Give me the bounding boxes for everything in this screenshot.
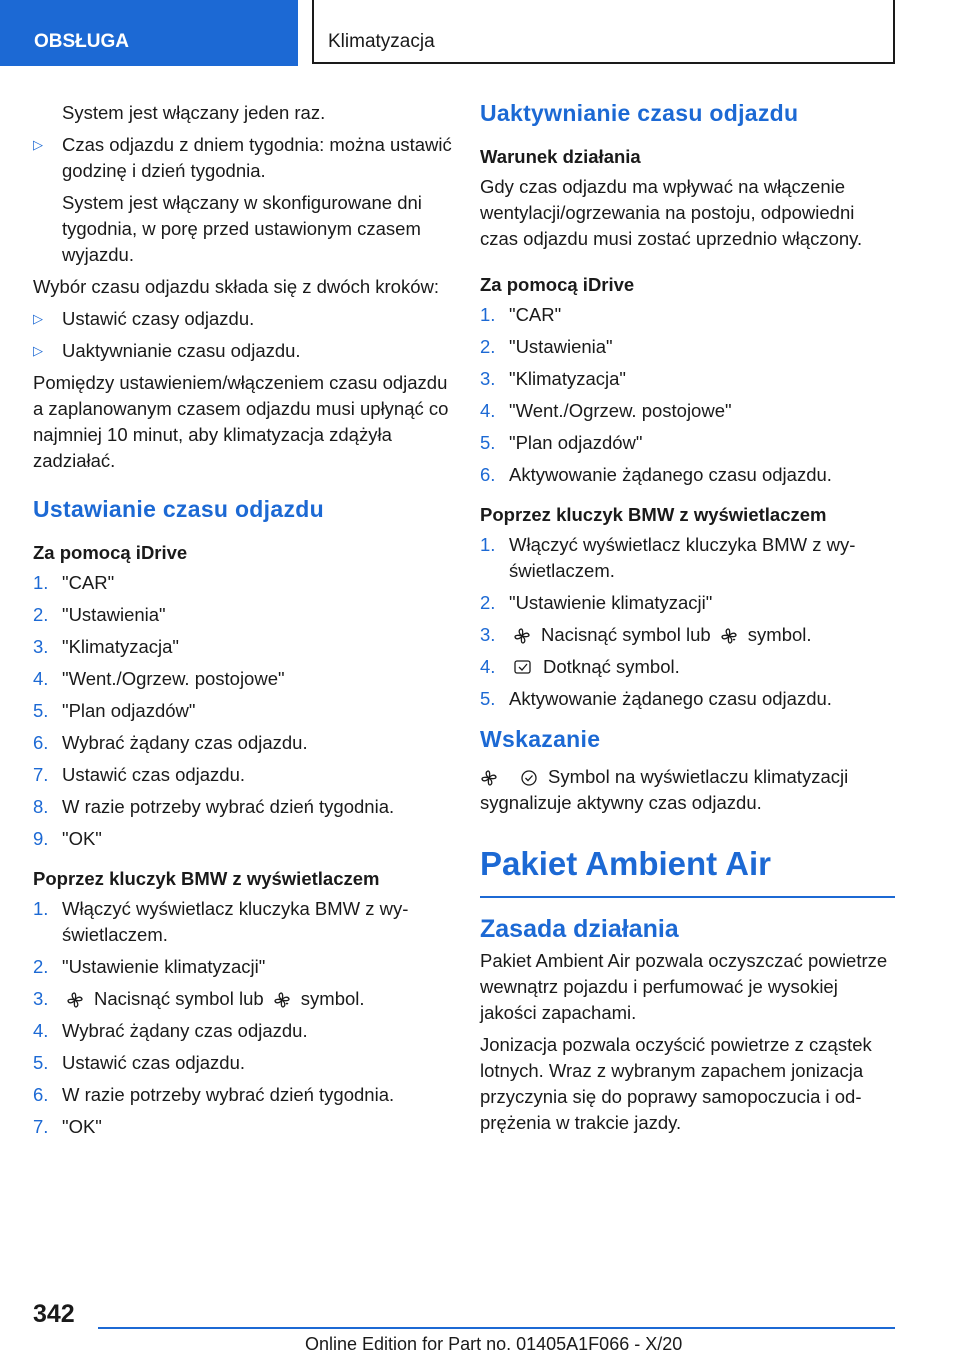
idrive-steps-list bbox=[480, 302, 895, 488]
step-text: "CAR" bbox=[509, 304, 562, 325]
paragraph: Jonizacja pozwala oczyścić powietrze z cząstek lotnych. Wraz z wybranym zapachem jonizacja przyczynia się do poprawy samopoczucia i odprężenia w trakcie jazdy. bbox=[480, 1034, 872, 1133]
step-text: Aktywowanie żądanego czasu odjazdu. bbox=[509, 688, 832, 709]
step-text: Nacisnąć symbol lub bbox=[94, 988, 264, 1009]
list-item bbox=[480, 366, 895, 392]
heating-fan-icon bbox=[273, 991, 291, 1009]
step-text: "Went./Ogrzew. postojowe" bbox=[509, 400, 732, 421]
step-text: "Klimatyzacja" bbox=[509, 368, 626, 389]
step-number: 4. bbox=[480, 400, 496, 421]
list-item bbox=[480, 462, 895, 488]
step-text: W razie potrzeby wybrać dzień tygodnia. bbox=[62, 796, 395, 817]
step-text: "Went./Ogrzew. postojowe" bbox=[62, 668, 285, 689]
section-heading: Zasada działania bbox=[480, 915, 679, 943]
list-item bbox=[33, 954, 453, 980]
list-item bbox=[33, 666, 453, 692]
idrive-steps-list bbox=[33, 570, 453, 852]
step-text: W razie potrzeby wybrać dzień tygodnia. bbox=[62, 1084, 395, 1105]
step-text: Ustawić czas odjazdu. bbox=[62, 1052, 246, 1073]
step-text: Włączyć wyświetlacz kluczyka BMW z wyświetlaczem. bbox=[509, 534, 856, 581]
chapter-heading: Pakiet Ambient Air bbox=[480, 842, 895, 898]
list-item bbox=[480, 686, 895, 712]
right-column bbox=[480, 100, 895, 1142]
sub-heading: Za pomocą iDrive bbox=[480, 274, 635, 295]
key-steps-list bbox=[33, 896, 453, 1140]
paragraph: Wybór czasu odjazdu składa się z dwóch kroków: bbox=[33, 276, 439, 297]
step-number: 2. bbox=[33, 956, 49, 977]
step-text: "OK" bbox=[62, 828, 102, 849]
list-item bbox=[33, 698, 453, 724]
section-tab: OBSŁUGA bbox=[0, 0, 298, 66]
bullet-text: Ustawić czasy odjazdu. bbox=[62, 308, 255, 329]
fan-icon bbox=[66, 991, 84, 1009]
triangle-bullet-icon: ▷ bbox=[33, 137, 43, 152]
sub-heading: Poprzez kluczyk BMW z wyświetlaczem bbox=[480, 504, 827, 525]
list-item bbox=[33, 986, 453, 1012]
list-item bbox=[33, 1114, 453, 1140]
step-text: Ustawić czas odjazdu. bbox=[62, 764, 246, 785]
triangle-bullet-icon: ▷ bbox=[33, 343, 43, 358]
fan-icon bbox=[480, 769, 498, 787]
footer-edition: Online Edition for Part no. 01405A1F066 - X/20 bbox=[305, 1334, 683, 1354]
step-number: 2. bbox=[33, 604, 49, 625]
step-number: 4. bbox=[33, 668, 49, 689]
step-number: 9. bbox=[33, 828, 49, 849]
list-item bbox=[33, 570, 453, 596]
paragraph: Pomiędzy ustawieniem/włączeniem czasu odjazdu a zaplanowanym czasem odjazdu musi upłynąć co najmniej 10 minut, aby klimatyzacja zdążyła zadziałać. bbox=[33, 372, 449, 471]
list-item bbox=[480, 334, 895, 360]
step-text: Aktywowanie żądanego czasu odjazdu. bbox=[509, 464, 832, 485]
section-heading: Ustawianie czasu odjazdu bbox=[33, 496, 324, 522]
list-item bbox=[33, 1082, 453, 1108]
step-text: "Plan odjazdów" bbox=[509, 432, 643, 453]
step-number: 6. bbox=[480, 464, 496, 485]
paragraph: Gdy czas odjazdu ma wpływać na włączenie wentylacji/ogrzewania na postoju, odpowiedni czas odjazdu musi zostać uprzednio włączony. bbox=[480, 176, 863, 249]
page-number: 342 bbox=[33, 1300, 75, 1328]
step-text: "Ustawienia" bbox=[62, 604, 166, 625]
step-number: 5. bbox=[480, 688, 496, 709]
bullet-item bbox=[33, 132, 453, 184]
list-item bbox=[33, 896, 453, 948]
list-item bbox=[480, 302, 895, 328]
list-item bbox=[480, 622, 895, 648]
list-item bbox=[480, 532, 895, 584]
step-number: 7. bbox=[33, 1116, 49, 1137]
sub-heading: Warunek działania bbox=[480, 146, 641, 167]
step-text: symbol. bbox=[747, 624, 812, 645]
list-item bbox=[33, 634, 453, 660]
step-number: 4. bbox=[33, 1020, 49, 1041]
chapter-title: Klimatyzacja bbox=[312, 0, 895, 64]
list-item bbox=[480, 590, 895, 616]
bullet-item bbox=[33, 338, 453, 364]
step-number: 4. bbox=[480, 656, 496, 677]
step-number: 2. bbox=[480, 592, 496, 613]
list-item bbox=[480, 430, 895, 456]
step-number: 7. bbox=[33, 764, 49, 785]
step-number: 2. bbox=[480, 336, 496, 357]
step-text: Wybrać żądany czas odjazdu. bbox=[62, 732, 308, 753]
touch-checkbox-icon bbox=[513, 659, 533, 677]
step-text: Włączyć wyświetlacz kluczyka BMW z wyświetlaczem. bbox=[62, 898, 409, 945]
heating-fan-icon bbox=[720, 627, 738, 645]
step-text: "Ustawienie klimatyzacji" bbox=[62, 956, 266, 977]
step-number: 3. bbox=[33, 636, 49, 657]
hint-text: Symbol na wyświetlaczu klimatyzacji sygnalizuje aktywny czas odjazdu. bbox=[480, 766, 849, 813]
hint-paragraph bbox=[480, 764, 895, 816]
paragraph: System jest włączany w skonfigurowane dni tygodnia, w porę przed ustawionym czasem wyjazdu. bbox=[62, 192, 422, 265]
step-text: Wybrać żądany czas odjazdu. bbox=[62, 1020, 308, 1041]
page-header bbox=[0, 0, 960, 66]
paragraph: Pakiet Ambient Air pozwala oczyszczać powietrze wewnątrz pojazdu i perfumować je wysokiej jakości zapachami. bbox=[480, 950, 888, 1023]
bullet-text: Uaktywnianie czasu odjazdu. bbox=[62, 340, 301, 361]
list-item bbox=[33, 762, 453, 788]
step-text: "Plan odjazdów" bbox=[62, 700, 196, 721]
list-item bbox=[33, 826, 453, 852]
check-circle-icon bbox=[520, 769, 538, 787]
step-text: "Klimatyzacja" bbox=[62, 636, 179, 657]
footer-divider bbox=[98, 1327, 895, 1329]
triangle-bullet-icon: ▷ bbox=[33, 311, 43, 326]
step-number: 6. bbox=[33, 1084, 49, 1105]
bullet-text: Czas odjazdu z dniem tygodnia: można ustawić godzinę i dzień tygodnia. bbox=[62, 134, 452, 181]
list-item bbox=[33, 1050, 453, 1076]
step-number: 1. bbox=[33, 572, 49, 593]
list-item bbox=[33, 794, 453, 820]
step-number: 3. bbox=[480, 368, 496, 389]
step-number: 1. bbox=[480, 304, 496, 325]
key-steps-list bbox=[480, 532, 895, 712]
step-number: 3. bbox=[33, 988, 49, 1009]
left-column bbox=[33, 100, 453, 1154]
step-text: "Ustawienia" bbox=[509, 336, 613, 357]
step-text: "OK" bbox=[62, 1116, 102, 1137]
list-item bbox=[480, 654, 895, 680]
list-item bbox=[33, 602, 453, 628]
step-text: "Ustawienie klimatyzacji" bbox=[509, 592, 713, 613]
step-text: Nacisnąć symbol lub bbox=[541, 624, 711, 645]
section-heading: Uaktywnianie czasu odjazdu bbox=[480, 100, 799, 126]
fan-icon bbox=[513, 627, 531, 645]
step-text: symbol. bbox=[300, 988, 365, 1009]
list-item bbox=[33, 730, 453, 756]
step-number: 1. bbox=[480, 534, 496, 555]
bullet-item bbox=[33, 306, 453, 332]
step-number: 1. bbox=[33, 898, 49, 919]
step-number: 5. bbox=[480, 432, 496, 453]
step-number: 5. bbox=[33, 1052, 49, 1073]
sub-heading: Poprzez kluczyk BMW z wyświetlaczem bbox=[33, 868, 380, 889]
step-text: "CAR" bbox=[62, 572, 115, 593]
sub-heading: Za pomocą iDrive bbox=[33, 542, 188, 563]
step-text: Dotknąć symbol. bbox=[543, 656, 680, 677]
section-heading: Wskazanie bbox=[480, 726, 601, 752]
step-number: 3. bbox=[480, 624, 496, 645]
step-number: 6. bbox=[33, 732, 49, 753]
step-number: 5. bbox=[33, 700, 49, 721]
paragraph: System jest włączany jeden raz. bbox=[62, 102, 326, 123]
list-item bbox=[33, 1018, 453, 1044]
step-number: 8. bbox=[33, 796, 49, 817]
list-item bbox=[480, 398, 895, 424]
